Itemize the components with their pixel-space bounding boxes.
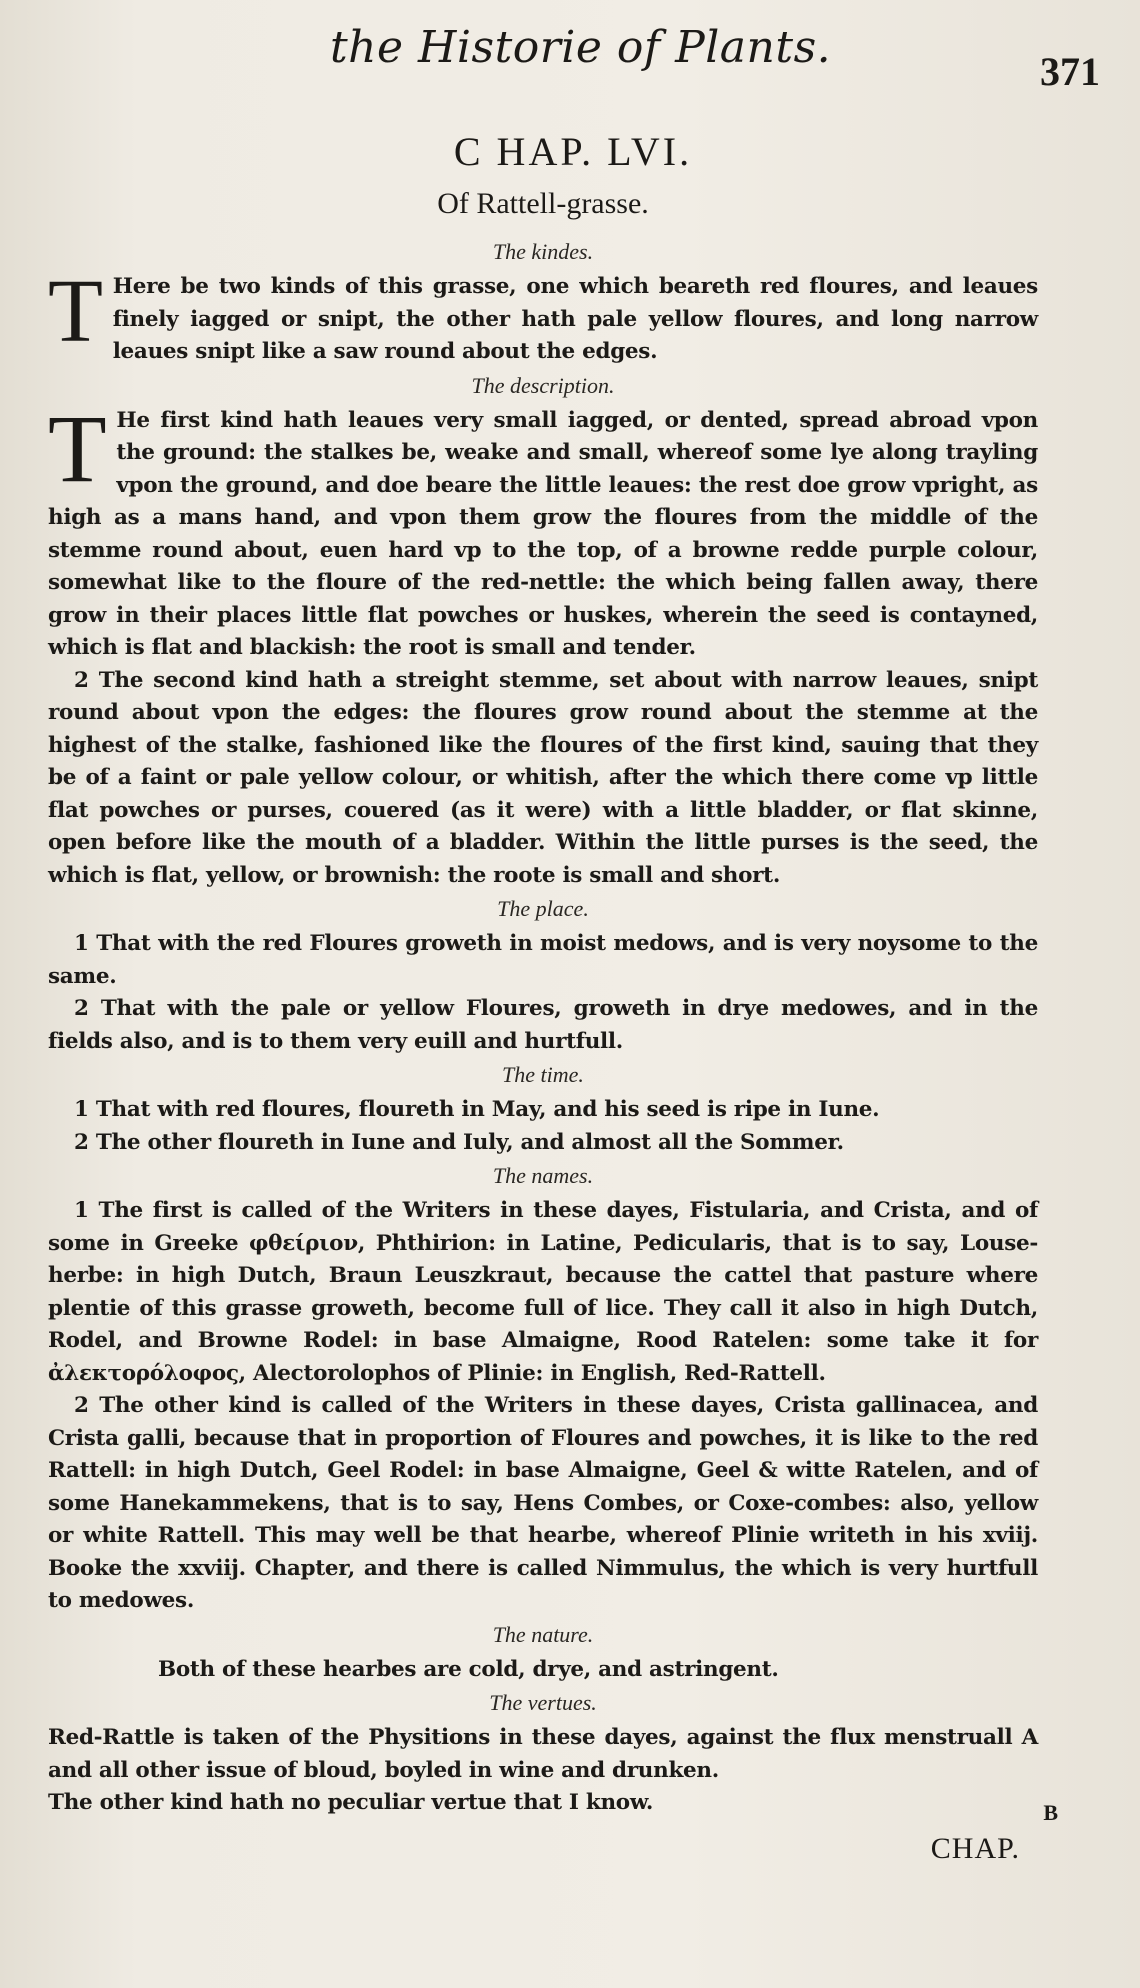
chapter-title: Of Rattell-grasse. [437,187,649,220]
running-head: the Historie of Plants. [330,22,832,73]
time-paragraph-1: 1 That with red floures, floureth in May, and his seed is ripe in Iune. [74,1097,880,1122]
chapter-heading: C HAP. LVI. [453,129,693,174]
time-paragraph-2: 2 The other floureth in Iune and Iuly, and almost all the Sommer. [74,1129,844,1155]
section-heading-kindes: The kindes. [492,239,594,264]
description-text-1: He first kind hath leaues very small iagged, or dented, spread abroad vpon the ground: the stalkes be, weake and small, whereof some lye along trayling vpon the ground, and doe beare the little leaues: the rest doe grow vpright, as high as a mans hand, and vpon them grow the floures from the middle of the stemme round about, euen hard vp to the top, of a browne redde purple colour, somewhat like to the floure of the red-nettle: the which being fallen away, there grow in their places little flat powches or huskes, wherein the seed is contayned, which is flat and blackish: the root is small and tender. [48,407,1038,660]
kindes-text: Here be two kinds of this grasse, one which beareth red floures, and leaues finely iagged or snipt, the other hath pale yellow floures, and long narrow leaues snipt like a saw round about the edges. [112,274,1038,364]
section-heading-names: The names. [492,1163,594,1188]
names-paragraph-1: 1 The first is called of the Writers in these dayes, Fistularia, and Crista, and of some in Greeke φθείριον, Phthirion: in Latine, Pedicularis, that is to say, Louse-herbe: in high Dutch, Braun Leuszkraut, because the cattel that pasture where plentie of this grasse groweth, become full of lice. They call it also in high Dutch, Rodel, and Browne Rodel: in base Almaigne, Rood Ratelen: some take it for ἀλεκτορόλοφος, Alectorolophos of Plinie: in English, Red-Rattell. [48,1198,1038,1386]
text-block [48,118,1038,1820]
section-heading-place: The place. [497,896,589,921]
nature-paragraph: Both of these hearbes are cold, drye, and astringent. [158,1656,779,1682]
page-number: 371 [1040,49,1100,94]
section-heading-vertues: The vertues. [489,1690,597,1715]
signature-mark: B [1043,1800,1058,1825]
dropcap-kindes: T [48,262,103,361]
place-paragraph-1: 1 That with the red Floures groweth in moist medows, and is very noysome to the same. [48,931,1038,989]
place-paragraph-2: 2 That with the pale or yellow Floures, groweth in drye medowes, and in the fields also, and is to them very euill and hurtfull. [48,996,1038,1054]
names-paragraph-2: 2 The other kind is called of the Writers in these dayes, Crista gallinacea, and Crista galli, because that in proportion of Floures and powches, it is like to the red Rattell: in high Dutch, Geel Rodel: in base Almaigne, Geel & witte Ratelen, and of some Hanekammekens, that is to say, Hens Combes, or Coxe-combes: also, yellow or white Rattell. This may well be that hearbe, whereof Plinie writeth in his xviij. Booke the xxviij. Chapter, and there is called Nimmulus, the which is very hurtfull to medowes. [48,1393,1038,1613]
catchword: CHAP. [930,1832,1020,1865]
vertues-paragraph-1: Red-Rattle is taken of the Physitions in these dayes, against the flux menstruall A and all other issue of bloud, boyled in wine and drunken. [48,1725,1038,1783]
description-paragraph-2: 2 The second kind hath a streight stemme, set about with narrow leaues, snipt round about vpon the edges: the floures grow round about the stemme at the highest of the stalke, fashioned like the floures of the first kind, sauing that they be of a faint or pale yellow colour, or whitish, after the which there come vp little flat powches or purses, couered (as it were) with a little bladder, or flat skinne, open before like the mouth of a bladder. Within the little purses is the seed, the which is flat, yellow, or brownish: the roote is small and short. [48,667,1038,888]
section-heading-time: The time. [502,1062,584,1087]
dropcap-description: T [48,394,107,502]
vertues-paragraph-2: The other kind hath no peculiar vertue that I know. [48,1790,654,1815]
section-heading-description: The description. [471,372,615,398]
description-paragraph-1 [48,394,1038,665]
kindes-paragraph [48,262,1038,369]
section-heading-nature: The nature. [492,1621,594,1647]
